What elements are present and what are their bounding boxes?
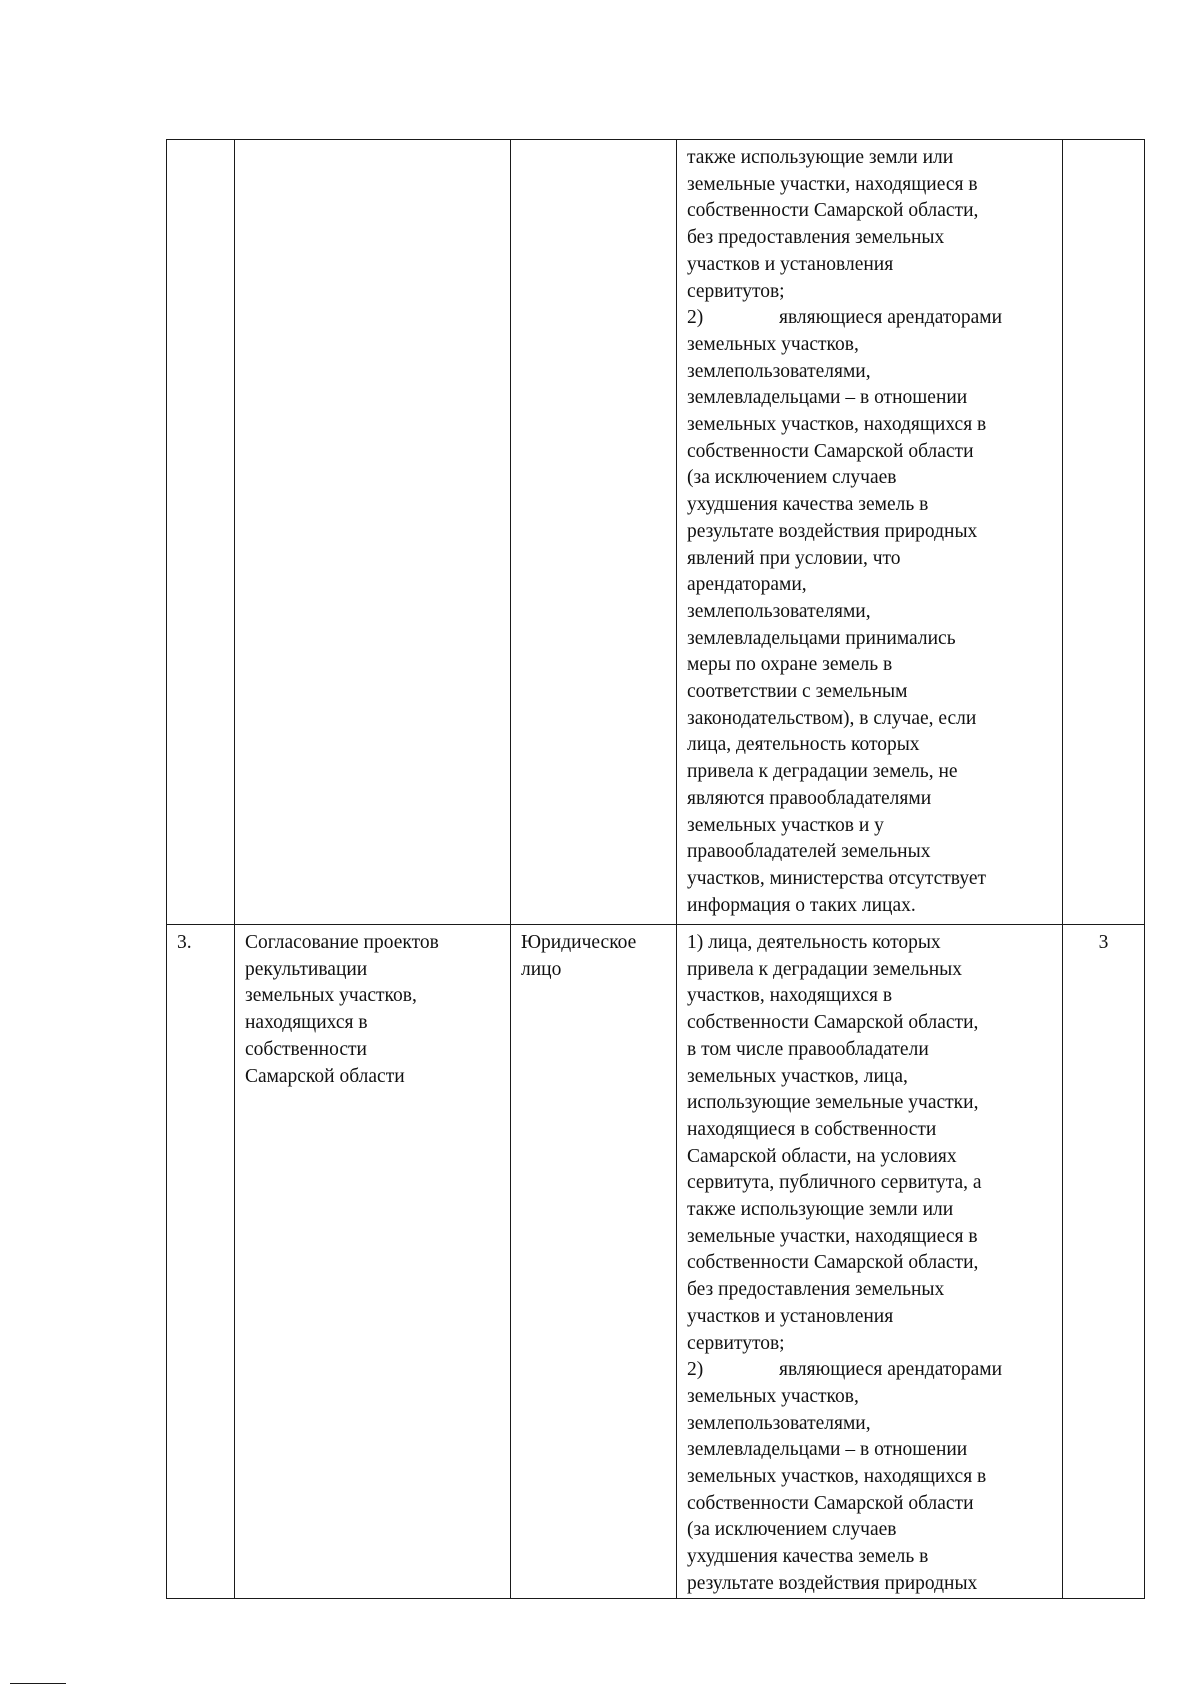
text-line: собственности Самарской области [687, 1492, 974, 1514]
count-cell [1063, 140, 1145, 925]
text-line: сервитутов; [687, 280, 785, 302]
applicant-type-cell [511, 925, 677, 1599]
service-name-cell [235, 925, 511, 1599]
text-line: правообладателей земельных [687, 841, 931, 863]
text-line: явлений при условии, что [687, 547, 901, 569]
text-line: арендаторами, [687, 574, 807, 596]
text-line: сервитутов; [687, 1332, 785, 1354]
text-line: соответствии с земельным [687, 681, 908, 703]
text-line: (за исключением случаев [687, 467, 897, 489]
text-line: собственности Самарской области, [687, 200, 979, 222]
text-line: результате воздействия природных [687, 1572, 978, 1594]
text-line: собственности [245, 1038, 367, 1060]
text-line: рекультивации [245, 958, 368, 980]
text-line: использующие земельные участки, [687, 1092, 979, 1114]
text-line: Самарской области, на условиях [687, 1145, 957, 1167]
text-line: Самарской области [245, 1065, 405, 1087]
text-line: землепользователями, [687, 1412, 871, 1434]
text-line: собственности Самарской области, [687, 1012, 979, 1034]
text-line: также использующие земли или [687, 147, 954, 168]
text-line: также использующие земли или [687, 1199, 954, 1221]
text-line: землепользователями, [687, 360, 871, 382]
text-line: без предоставления земельных [687, 1279, 945, 1301]
text-line: земельных участков, [687, 333, 859, 355]
text-line: земельных участков и у [687, 814, 884, 836]
text-line: собственности Самарской области [687, 440, 974, 462]
text-line: лица, деятельность которых [687, 734, 920, 756]
services-table [166, 139, 1145, 1599]
text-line: землевладельцами принимались [687, 627, 956, 649]
text-line: участков, министерства отсутствует [687, 867, 987, 889]
text-line: землевладельцами – в отношении [687, 1439, 968, 1461]
text-line: (за исключением случаев [687, 1519, 897, 1541]
text-line: лицо [521, 958, 562, 980]
text-line: землевладельцами – в отношении [687, 387, 968, 409]
text-line: находящихся в [245, 1012, 368, 1034]
enumeration-marker: 2) [687, 307, 704, 329]
table-row-3 [167, 925, 1145, 1599]
text-line: участков и установления [687, 1305, 894, 1327]
text-line: находящиеся в собственности [687, 1118, 937, 1140]
text-line: земельных участков, лица, [687, 1065, 908, 1087]
text-line: привела к деградации земель, не [687, 761, 958, 783]
text-line: земельные участки, находящиеся в [687, 1225, 978, 1247]
footnote-rule [10, 1683, 66, 1684]
enumeration-text: являющиеся арендаторами [779, 307, 1003, 329]
text-line [687, 305, 1052, 332]
text-line: ухудшения качества земель в [687, 1546, 929, 1568]
applicant-description-cell [677, 140, 1063, 925]
text-line [687, 1357, 1052, 1384]
text-line: результате воздействия природных [687, 520, 978, 542]
text-line: земельных участков, находящихся в [687, 1466, 987, 1488]
text-line: собственности Самарской области, [687, 1252, 979, 1274]
text-line: информация о таких лицах. [687, 894, 916, 916]
text-line: землепользователями, [687, 600, 871, 622]
text-line: привела к деградации земельных [687, 958, 962, 980]
text-line: Согласование проектов [245, 932, 439, 953]
table-row-continued [167, 140, 1145, 925]
enumeration-marker: 2) [687, 1359, 704, 1381]
service-name-cell [235, 140, 511, 925]
enumeration-text: являющиеся арендаторами [779, 1359, 1003, 1381]
text-line: законодательством), в случае, если [687, 707, 977, 729]
row-number-cell: 3. [167, 925, 235, 1599]
text-line: Юридическое [521, 932, 637, 953]
text-line: без предоставления земельных [687, 227, 945, 249]
text-line: ухудшения качества земель в [687, 494, 929, 516]
text-line: земельных участков, находящихся в [687, 414, 987, 436]
row-number-cell [167, 140, 235, 925]
text-line: меры по охране земель в [687, 654, 893, 676]
text-line: земельных участков, [687, 1385, 859, 1407]
applicant-type-cell [511, 140, 677, 925]
text-line: 1) лица, деятельность которых [687, 932, 941, 953]
text-line: являются правообладателями [687, 787, 932, 809]
text-line: земельные участки, находящиеся в [687, 173, 978, 195]
text-line: участков, находящихся в [687, 985, 893, 1007]
applicant-description-cell [677, 925, 1063, 1599]
text-line: сервитута, публичного сервитута, а [687, 1172, 982, 1194]
text-line: участков и установления [687, 253, 894, 275]
text-line: в том числе правообладатели [687, 1038, 929, 1060]
count-cell: 3 [1063, 925, 1145, 1599]
text-line: земельных участков, [245, 985, 417, 1007]
